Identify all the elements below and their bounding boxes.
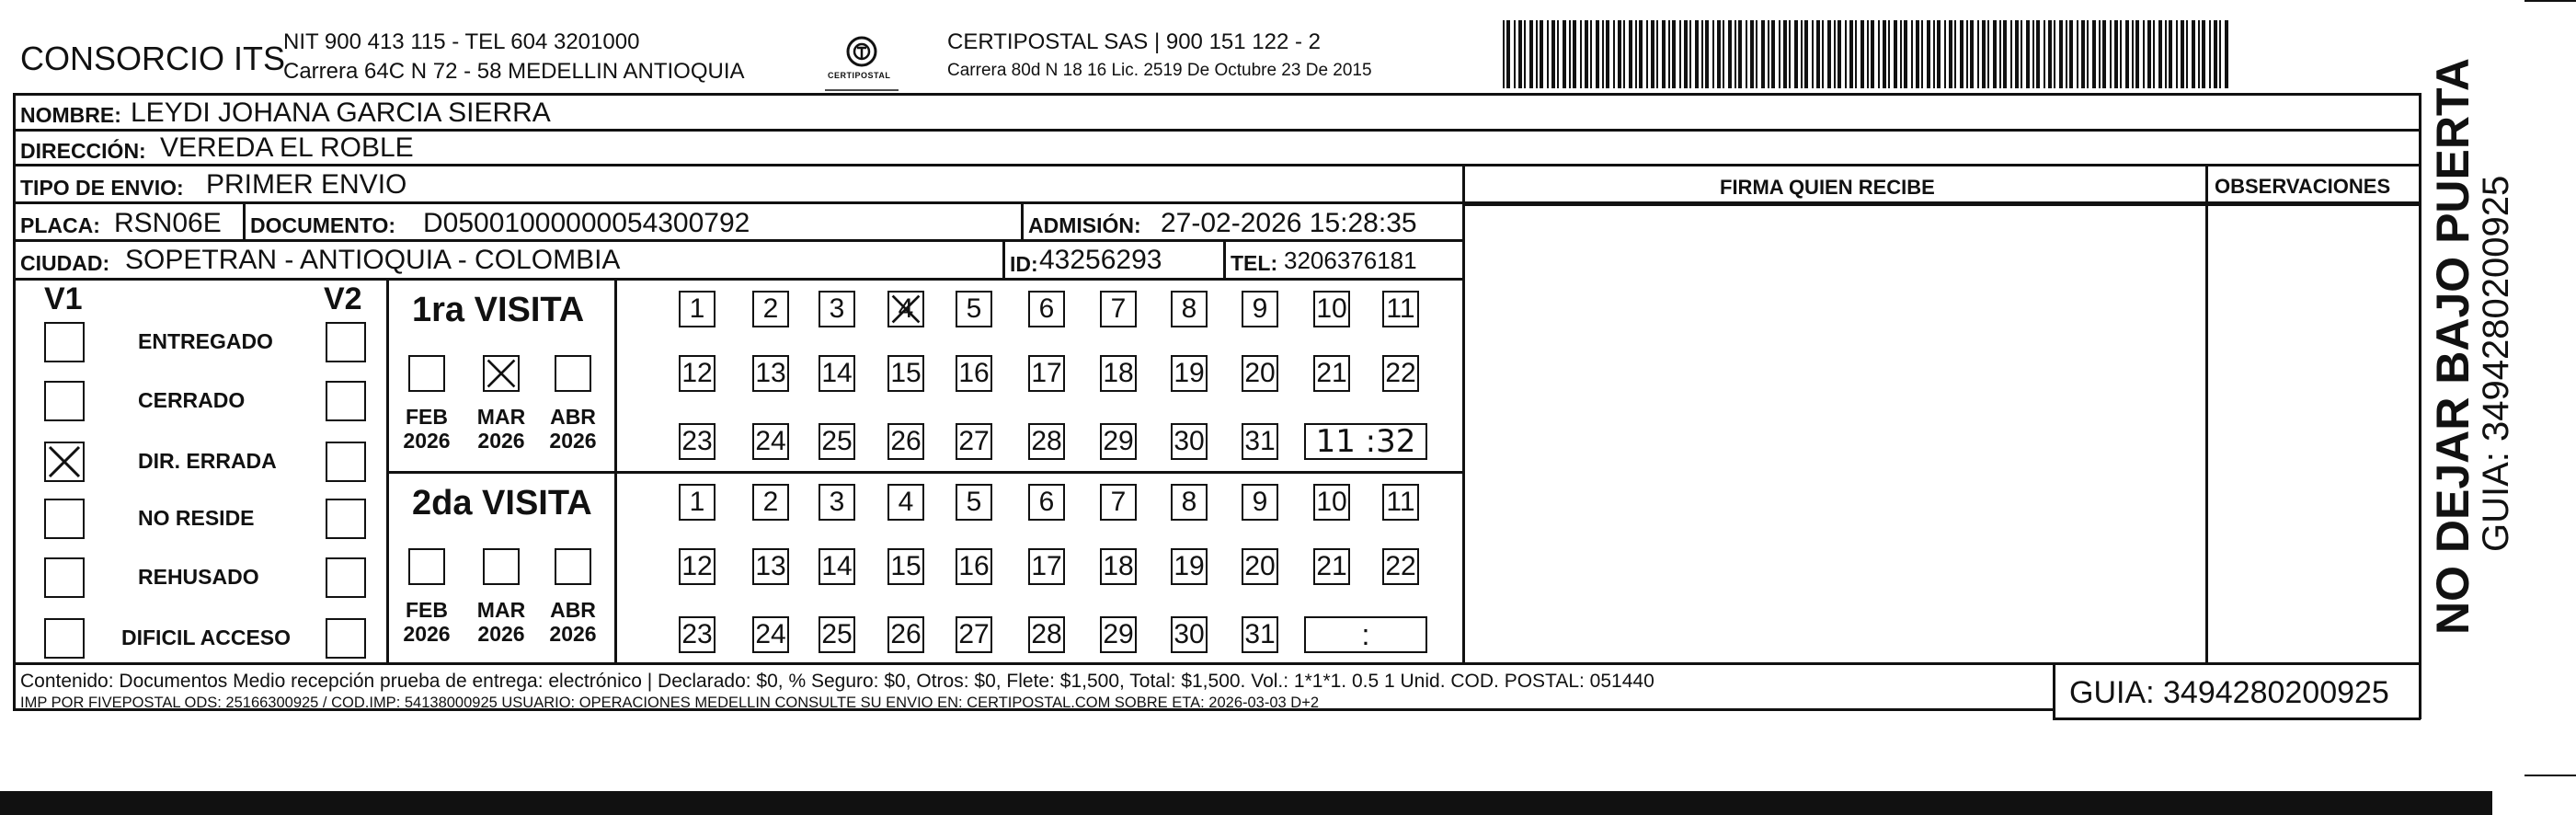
day-box[interactable] — [819, 423, 855, 460]
status-label: CERRADO — [138, 388, 246, 412]
v2-label: V2 — [324, 281, 362, 316]
day-number: 9 — [1252, 487, 1268, 517]
day-number: 1 — [689, 487, 705, 517]
day-number: 29 — [1103, 426, 1134, 456]
day-box[interactable] — [1171, 423, 1208, 460]
day-box[interactable] — [1382, 291, 1419, 327]
v2-checkbox[interactable] — [326, 381, 366, 421]
day-box[interactable] — [679, 423, 716, 460]
day-box[interactable] — [679, 484, 716, 521]
nombre-value: LEYDI JOHANA GARCIA SIERRA — [131, 98, 551, 128]
day-number: 18 — [1103, 358, 1134, 388]
day-box[interactable] — [752, 355, 789, 392]
day-number: 30 — [1174, 426, 1205, 456]
direccion-label: DIRECCIÓN: — [20, 139, 146, 163]
day-number: 26 — [890, 426, 922, 456]
day-number: 22 — [1385, 358, 1416, 388]
day-box[interactable] — [1171, 484, 1208, 521]
day-number: 21 — [1316, 358, 1347, 388]
day-box[interactable] — [752, 484, 789, 521]
v1-checkbox[interactable] — [44, 499, 85, 539]
day-box[interactable] — [1242, 548, 1278, 585]
day-number: 2 — [762, 487, 779, 517]
documento-label: DOCUMENTO: — [250, 213, 396, 237]
day-box[interactable] — [1100, 616, 1137, 653]
certipostal-logo — [820, 33, 903, 94]
month-label: ABR 2026 — [549, 405, 597, 453]
company-address: Carrera 64C N 72 - 58 MEDELLIN ANTIOQUIA — [283, 59, 745, 84]
tel-value: 3206376181 — [1284, 247, 1417, 274]
month-checkbox[interactable] — [555, 355, 591, 392]
day-number: 6 — [1038, 487, 1055, 517]
v1-checkbox[interactable] — [44, 442, 85, 482]
day-box[interactable] — [1100, 548, 1137, 585]
day-box[interactable] — [887, 616, 924, 653]
day-box[interactable] — [1028, 484, 1065, 521]
day-box[interactable] — [1028, 616, 1065, 653]
day-box[interactable] — [887, 484, 924, 521]
day-box[interactable] — [752, 616, 789, 653]
status-label: DIFICIL ACCESO — [121, 626, 292, 649]
day-number: 31 — [1244, 619, 1276, 649]
month-label: MAR 2026 — [476, 598, 526, 647]
day-number: 19 — [1174, 551, 1205, 581]
v1-checkbox[interactable] — [44, 557, 85, 598]
day-number: 11 — [1386, 293, 1415, 324]
day-number: 23 — [681, 426, 713, 456]
v2-checkbox[interactable] — [326, 618, 366, 659]
day-number: 24 — [755, 619, 786, 649]
firma-header: FIRMA QUIEN RECIBE — [1720, 176, 1935, 199]
day-number: 3 — [829, 293, 845, 324]
day-number: 6 — [1038, 293, 1055, 324]
v2-checkbox[interactable] — [326, 499, 366, 539]
day-box[interactable] — [1382, 484, 1419, 521]
day-number: 23 — [681, 619, 713, 649]
visit-title: 2da VISITA — [412, 484, 592, 522]
day-number: 29 — [1103, 619, 1134, 649]
tel-label: TEL: — [1231, 251, 1278, 275]
day-number: 5 — [966, 293, 982, 324]
day-box[interactable] — [679, 616, 716, 653]
day-number: 9 — [1252, 293, 1268, 324]
day-number: 28 — [1031, 426, 1062, 456]
barcode — [1501, 20, 2237, 88]
day-box[interactable] — [956, 616, 992, 653]
day-box[interactable] — [1028, 291, 1065, 327]
day-number: 20 — [1244, 551, 1276, 581]
day-box[interactable] — [887, 423, 924, 460]
ciudad-value: SOPETRAN - ANTIOQUIA - COLOMBIA — [125, 245, 621, 275]
id-label: ID: — [1010, 252, 1038, 276]
day-box[interactable] — [1242, 484, 1278, 521]
footer-imp: IMP POR FIVEPOSTAL ODS: 25166300925 / COD.IMP: 54138000925 USUARIO: OPERACIONES MEDELLIN CONSULTE SU ENVIO EN: CERTIPOSTAL.COM SOBRE ETA: 2026-03-03 D+2 — [20, 694, 1320, 711]
day-box[interactable] — [679, 355, 716, 392]
day-box[interactable] — [1171, 548, 1208, 585]
v1-checkbox[interactable] — [44, 381, 85, 421]
company-name: CONSORCIO ITS — [20, 40, 286, 77]
month-checkbox[interactable] — [555, 548, 591, 585]
day-number: 12 — [681, 551, 713, 581]
status-label: ENTREGADO — [138, 329, 273, 353]
admision-value: 27-02-2026 15:28:35 — [1161, 208, 1417, 238]
day-box[interactable] — [1382, 355, 1419, 392]
day-number: 20 — [1244, 358, 1276, 388]
day-box[interactable] — [1171, 291, 1208, 327]
day-number: 14 — [821, 551, 853, 581]
day-box[interactable] — [1313, 355, 1350, 392]
day-box[interactable] — [887, 291, 924, 327]
day-number: 10 — [1316, 293, 1347, 324]
day-box[interactable] — [887, 355, 924, 392]
month-label: FEB 2026 — [403, 405, 451, 453]
v1-label: V1 — [44, 281, 83, 316]
logo-caption: CERTIPOSTAL — [828, 71, 891, 80]
day-number: 14 — [821, 358, 853, 388]
day-number: 12 — [681, 358, 713, 388]
day-box[interactable] — [1242, 423, 1278, 460]
day-box[interactable] — [1028, 423, 1065, 460]
day-number: 30 — [1174, 619, 1205, 649]
day-number: 10 — [1316, 487, 1347, 517]
day-box[interactable] — [956, 548, 992, 585]
month-label: FEB 2026 — [403, 598, 451, 647]
day-number: 16 — [958, 358, 990, 388]
placa-label: PLACA: — [20, 213, 100, 237]
day-box[interactable] — [1100, 484, 1137, 521]
day-number: 22 — [1385, 551, 1416, 581]
day-box[interactable] — [1382, 548, 1419, 585]
nombre-label: NOMBRE: — [20, 103, 121, 127]
v1-checkbox[interactable] — [44, 618, 85, 659]
day-box[interactable] — [679, 291, 716, 327]
day-number: 2 — [762, 293, 779, 324]
day-box[interactable] — [679, 548, 716, 585]
day-box[interactable] — [1242, 616, 1278, 653]
day-box[interactable] — [956, 355, 992, 392]
day-number: 13 — [755, 358, 786, 388]
day-box[interactable] — [1171, 616, 1208, 653]
day-box[interactable] — [1242, 355, 1278, 392]
day-number: 1 — [689, 293, 705, 324]
day-number: 28 — [1031, 619, 1062, 649]
certipostal-line: CERTIPOSTAL SAS | 900 151 122 - 2 — [947, 29, 1321, 54]
time-box[interactable]: 11 :32 — [1304, 423, 1427, 460]
day-number: 17 — [1031, 551, 1062, 581]
direccion-value: VEREDA EL ROBLE — [160, 132, 414, 163]
month-label: ABR 2026 — [549, 598, 597, 647]
day-box[interactable] — [956, 484, 992, 521]
day-number: 11 — [1386, 487, 1415, 517]
day-number: 17 — [1031, 358, 1062, 388]
day-box[interactable] — [752, 291, 789, 327]
day-box[interactable] — [752, 548, 789, 585]
day-number: 24 — [755, 426, 786, 456]
day-box[interactable] — [819, 291, 855, 327]
documento-value: D05001000000054300792 — [423, 208, 750, 238]
side-text — [2427, 58, 2516, 635]
day-number: 13 — [755, 551, 786, 581]
day-box[interactable] — [1242, 291, 1278, 327]
day-number: 26 — [890, 619, 922, 649]
footer-contenido: Contenido: Documentos Medio recepción prueba de entrega: electrónico | Declarado: $0, % Seguro: $0, Otros: $0, Flete: $1,500, Total: $1,500. Vol.: 1*1*1. 0.5 1 Unid. COD. POSTAL: 051440 — [20, 671, 1654, 692]
month-checkbox[interactable] — [408, 548, 445, 585]
day-number: 7 — [1110, 293, 1127, 324]
day-number: 27 — [958, 426, 990, 456]
footer-guia-box: GUIA: 3494280200925 — [2069, 675, 2389, 710]
day-box[interactable] — [1100, 423, 1137, 460]
day-check-mark — [889, 293, 922, 326]
admision-label: ADMISIÓN: — [1028, 213, 1141, 237]
day-box[interactable] — [752, 423, 789, 460]
day-number: 27 — [958, 619, 990, 649]
visit-title: 1ra VISITA — [412, 291, 585, 329]
id-value: 43256293 — [1039, 245, 1162, 275]
day-number: 15 — [890, 551, 922, 581]
company-nit-tel: NIT 900 413 115 - TEL 604 3201000 — [283, 29, 640, 54]
day-box[interactable] — [956, 423, 992, 460]
day-box[interactable] — [1028, 548, 1065, 585]
side-warning: NO DEJAR BAJO PUERTA — [2427, 58, 2479, 635]
day-number: 7 — [1110, 487, 1127, 517]
month-label: MAR 2026 — [476, 405, 526, 453]
observaciones-header: OBSERVACIONES — [2215, 175, 2391, 198]
bottom-band — [0, 791, 2492, 815]
day-number: 8 — [1181, 487, 1197, 517]
day-number: 18 — [1103, 551, 1134, 581]
day-box[interactable] — [819, 484, 855, 521]
day-box[interactable] — [887, 548, 924, 585]
day-box[interactable] — [1100, 291, 1137, 327]
day-box[interactable] — [1171, 355, 1208, 392]
status-label: NO RESIDE — [138, 506, 255, 530]
placa-value: RSN06E — [114, 208, 222, 238]
day-number: 16 — [958, 551, 990, 581]
v2-checkbox[interactable] — [326, 322, 366, 362]
day-box[interactable] — [819, 616, 855, 653]
day-box[interactable] — [1313, 548, 1350, 585]
day-box[interactable] — [956, 291, 992, 327]
v2-checkbox[interactable] — [326, 442, 366, 482]
tipo-envio-label: TIPO DE ENVIO: — [20, 176, 184, 200]
day-box[interactable] — [1313, 291, 1350, 327]
day-box[interactable] — [819, 355, 855, 392]
day-number: 8 — [1181, 293, 1197, 324]
v2-checkbox[interactable] — [326, 557, 366, 598]
day-number: 5 — [966, 487, 982, 517]
day-box[interactable] — [819, 548, 855, 585]
day-number: 4 — [898, 293, 914, 324]
day-number: 15 — [890, 358, 922, 388]
day-number: 25 — [821, 426, 853, 456]
month-checkbox[interactable] — [483, 355, 520, 392]
status-label: DIR. ERRADA — [138, 449, 277, 473]
time-box[interactable]: : — [1304, 616, 1427, 653]
side-guia: GUIA: 3494280200925 — [2476, 175, 2516, 552]
day-number: 21 — [1316, 551, 1347, 581]
tipo-envio-value: PRIMER ENVIO — [206, 169, 407, 200]
ciudad-label: CIUDAD: — [20, 251, 110, 275]
month-checkbox[interactable] — [408, 355, 445, 392]
day-number: 19 — [1174, 358, 1205, 388]
day-box[interactable] — [1100, 355, 1137, 392]
month-checkbox[interactable] — [483, 548, 520, 585]
day-number: 3 — [829, 487, 845, 517]
v1-checkbox[interactable] — [44, 322, 85, 362]
day-number: 4 — [898, 487, 914, 517]
day-box[interactable] — [1028, 355, 1065, 392]
status-label: REHUSADO — [138, 565, 259, 589]
day-number: 31 — [1244, 426, 1276, 456]
day-number: 25 — [821, 619, 853, 649]
day-box[interactable] — [1313, 484, 1350, 521]
license-line: Carrera 80d N 18 16 Lic. 2519 De Octubre 23 De 2015 — [947, 61, 1372, 80]
